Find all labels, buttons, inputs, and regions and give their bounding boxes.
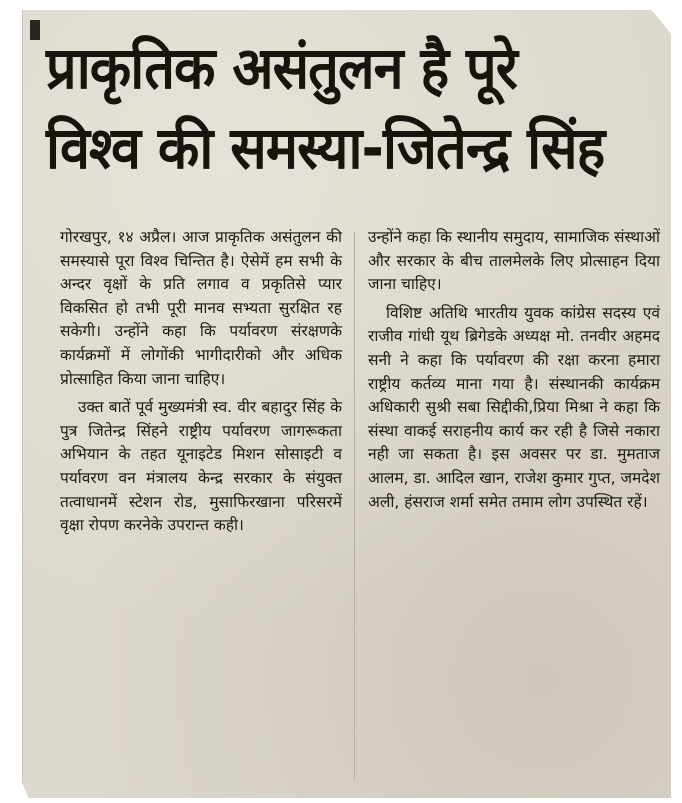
paragraph: गोरखपुर, १४ अप्रैल। आज प्राकृतिक असंतुलन की समस्यासे पूरा विश्व चिन्तित है। ऐसेमें हम सभी के अन्दर वृक्षों के प्रति लगाव व प्रकृतिसे प्यार विकसित हो तभी पूरी मानव सभ्यता सुरक्षित रह सकेगी। उन्होंने कहा कि पर्यावरण संरक्षणके कार्यक्रमों में लोगोंकी भागीदारीको और अधिक प्रोत्साहित किया जाना चाहिए।: [60, 228, 342, 388]
column-divider: [354, 232, 355, 780]
headline: [46, 28, 666, 188]
paragraph: विशिष्ट अतिथि भारतीय युवक कांग्रेस सदस्य एवं राजीव गांधी यूथ ब्रिगेडके अध्यक्ष मो. तनवीर अहमद सनी ने कहा कि पर्यावरण की रक्षा करना हमारा राष्ट्रीय कर्तव्य माना गया है। संस्थानकी कार्यक्रम अधिकारी सुश्री सबा सिद्दीकी,प्रिया मिश्रा ने कहा कि संस्था वाकई सराहनीय कार्य कर रही है जिसे नकारा नही जा सकता है। इस अवसर पर डा. मुमताज आलम, डा. आदिल खान, राजेश कुमार गुप्त, जमदेश अली, हंसराज शर्मा समेत तमाम लोग उपस्थित रहें।: [368, 303, 660, 511]
paragraph: उक्त बातें पूर्व मुख्यमंत्री स्व. वीर बहादुर सिंह के पुत्र जितेन्द्र सिंहने राष्ट्रीय पर्यावरण जागरूकता अभियान के तहत यूनाइटेड मिशन सोसाइटी व पर्यावरण वन मंत्रालय केन्द्र सरकार के संयुक्त तत्वाधानमें स्टेशन रोड, मुसाफिरखाना परिसरमें वृक्षा रोपण करनेके उपरान्त कही।: [60, 398, 342, 535]
right-column: [368, 226, 660, 519]
headline-line-1: प्राकृतिक असंतुलन है पूरे: [46, 34, 517, 102]
left-column: [60, 226, 342, 543]
headline-line-2: विश्व की समस्या-जितेन्द्र सिंह: [46, 114, 605, 182]
column-marker: [30, 20, 40, 40]
paragraph: उन्होंने कहा कि स्थानीय समुदाय, सामाजिक संस्थाओं और सरकार के बीच तालमेलके लिए प्रोत्साहन दिया जाना चाहिए।: [368, 228, 660, 294]
